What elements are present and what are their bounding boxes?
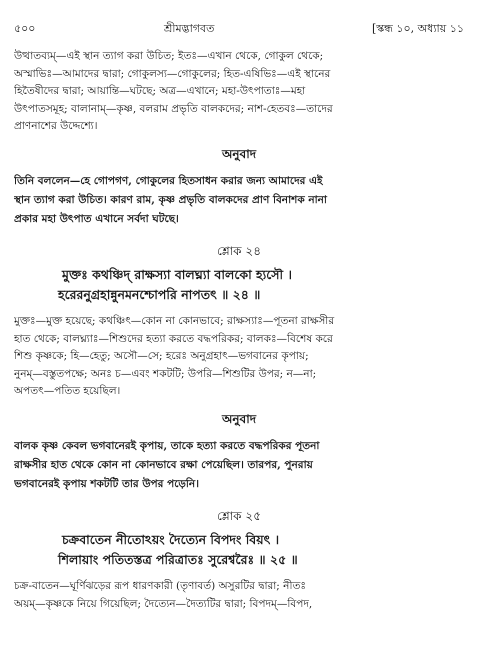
verse-title: শ্লোক ২৪ [217,243,261,258]
book-title: শ্রীমদ্ভাগবত [164,22,215,35]
verse-line: হরেরনুগ্রহান্নুনমনশ্চোপরি নাপতৎ ॥ ২৪ ॥ [58,286,261,302]
word-meaning-section-3 [14,578,464,613]
translation-section-2 [14,437,464,494]
text-line: অস্মাভিঃ—আমাদের দ্বারা; গোকুলস্য—গোকুলের; হিত-এষিভিঃ—এই স্থানের [14,67,331,80]
chapter-reference: [স্কন্ধ ১০, অধ্যায় ১১ [371,22,464,35]
translation-line: ভগবানেরই কৃপায় শকটটি তার উপর পড়েনি। [14,477,199,490]
text-line: মুক্তঃ—মুক্ত হয়েছে; কথঞ্চিৎ—কোন না কোনভাবে; রাক্ষস্যাঃ—পূতনা রাক্ষসীর [14,314,335,327]
text-line: শিশু কৃষ্ণকে; হি—হেতু; অসৌ—সে; হরেঃ অনুগ্রহাৎ—ভগবানের কৃপায়; [14,350,309,363]
translation-line: বালক কৃষ্ণ কেবল ভগবানেরই কৃপায়, তাকে হত্যা করতে বদ্ধপরিকর পূতনা [14,439,320,452]
translation-heading: অনুবাদ [221,146,257,161]
translation-line: প্রকার মহা উৎপাত এখানে সর্বদা ঘটছে। [14,212,179,225]
text-line: প্রাণনাশের উদ্দেশ্যে। [14,120,98,133]
page-number: ৫০০ [14,22,36,35]
translation-heading: অনুবাদ [221,411,257,426]
word-meaning-section-1 [14,48,464,136]
text-line: হাত থেকে; বালঘ্ন্যাঃ—শিশুদের হত্যা করতে বদ্ধপরিকর; বালকঃ—বিশেষ করে [14,332,333,345]
word-meaning-section-2 [14,313,464,401]
text-line: নুনম্—বস্তুতপক্ষে; অনঃ চ—এবং শকটটি; উপরি—শিশুটির উপর; ন—না; [14,367,317,380]
text-line: অপতৎ—পতিত হয়েছিল। [14,385,121,398]
translation-line: তিনি বললেন—হে গোপগণ, গোকুলের হিতসাধন করার জন্য আমাদের এই [14,174,323,187]
text-line: উৎপাতসমূহ; বালানাম্—কৃষ্ণ, বলরাম প্রভৃতি বালকদের; নাশ-হেতবঃ—তাদের [14,102,333,115]
translation-line: স্থান ত্যাগ করা উচিত। কারণ রাম, কৃষ্ণ প্রভৃতি বালকদের প্রাণ বিনাশক নানা [14,193,327,206]
text-line: চক্র-বাতেন—ঘূর্ণিঝড়ের রূপ ধারণকারী (তৃণাবর্ত) অসুরটির দ্বারা; নীতঃ [14,579,306,592]
text-line: অয়ম্—কৃষ্ণকে নিয়ে গিয়েছিল; দৈত্যেন—দৈত্যটির দ্বারা; বিপদম্—বিপদ, [14,597,313,610]
page-header [14,20,464,42]
verse-line: শিলায়াং পতিতস্তত্র পরিত্রাতঃ সুরেশ্বরৈঃ ॥ ২৫ ॥ [58,551,298,567]
verse-line: মুক্তঃ কথঞ্চিদ্ রাক্ষস্যা বালঘ্ন্যা বালকো হ্যসৌ । [62,266,292,282]
translation-section-1 [14,172,464,229]
translation-line: রাক্ষসীর হাত থেকে কোন না কোনভাবে রক্ষা পেয়েছিল। তারপর, পুনরায় [14,458,313,471]
verse-line: চক্রবাতেন নীতোঽয়ং দৈত্যেন বিপদং বিয়ৎ । [62,531,280,547]
text-line: হিতৈষীদের দ্বারা; আয়ান্তি—ঘটছে; অত্র—এখানে; মহা-উৎপাতাঃ—মহা [14,85,306,98]
page [14,0,464,613]
verse-title: শ্লোক ২৫ [217,508,261,523]
text-line: উত্থাতব্যম্—এই স্থান ত্যাগ করা উচিত; ইতঃ—এখান থেকে, গোকুল থেকে; [14,50,324,62]
